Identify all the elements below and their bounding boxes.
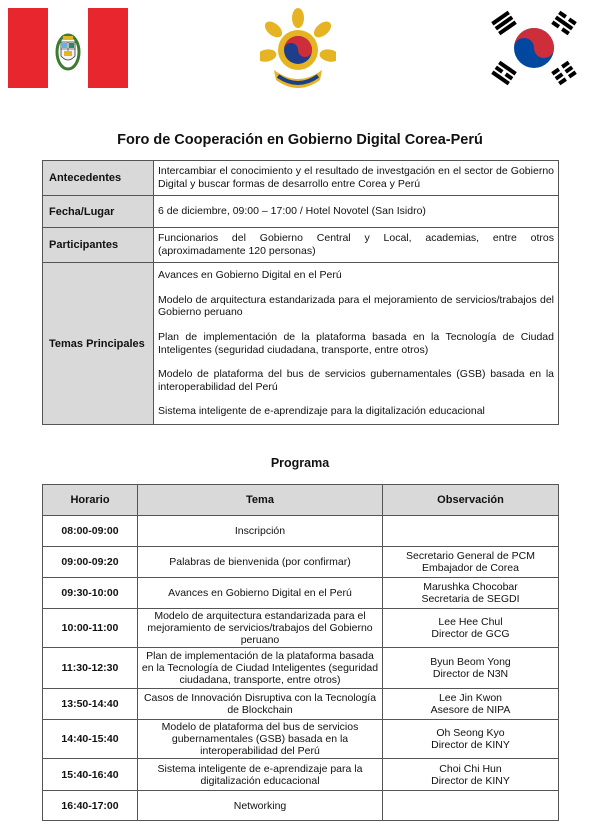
row-observacion (383, 516, 559, 547)
temas-list (154, 263, 559, 425)
col-header-tema: Tema (138, 485, 383, 516)
row-tema: Inscripción (138, 516, 383, 547)
row-tema: Networking (138, 791, 383, 821)
row-observacion: Choi Chi Hun Director de KINY (383, 759, 559, 791)
row-observacion: Secretario General de PCM Embajador de Corea (383, 547, 559, 578)
table-row (43, 609, 559, 648)
row-observacion: Oh Seong Kyo Director de KINY (383, 720, 559, 759)
row-tema: Casos de Innovación Disruptiva con la Tecnología de Blockchain (138, 689, 383, 720)
fecha-label: Fecha/Lugar (43, 196, 154, 228)
row-observacion: Marushka Chocobar Secretaria de SEGDI (383, 578, 559, 609)
fecha-value: 6 de diciembre, 09:00 – 17:00 / Hotel Novotel (San Isidro) (154, 196, 559, 228)
page-title: Foro de Cooperación en Gobierno Digital Corea-Perú (117, 132, 483, 148)
peru-flag-icon (8, 8, 128, 88)
row-observacion: Byun Beom Yong Director de N3N (383, 648, 559, 689)
topic-item: Plan de implementación de la plataforma basada en la Tecnología de Ciudad Inteligentes (seguridad ciudadana, transporte, entre otros) (158, 330, 554, 356)
col-header-observacion: Observación (383, 485, 559, 516)
row-tema: Avances en Gobierno Digital en el Perú (138, 578, 383, 609)
row-observacion (383, 791, 559, 821)
row-time: 09:00-09:20 (43, 547, 138, 578)
row-time: 14:40-15:40 (43, 720, 138, 759)
table-row (43, 720, 559, 759)
row-tema: Sistema inteligente de e-aprendizaje para la digitalización educacional (138, 759, 383, 791)
antecedentes-value: Intercambiar el conocimiento y el resultado de investgación en el sector de Gobierno Digital y buscar formas de desarrollo entre Corea y Perú (154, 161, 559, 196)
participantes-label: Participantes (43, 228, 154, 263)
col-header-horario: Horario (43, 485, 138, 516)
south-korea-flag-icon (488, 8, 580, 88)
topic-item: Modelo de plataforma del bus de servicios gubernamentales (GSB) basada en la interoperabilidad del Perú (158, 368, 554, 393)
row-tema: Palabras de bienvenida (por confirmar) (138, 547, 383, 578)
table-row (43, 791, 559, 821)
row-time: 08:00-09:00 (43, 516, 138, 547)
row-tema: Modelo de plataforma del bus de servicios gubernamentales (GSB) basada en la interoperabilidad del Perú (138, 720, 383, 759)
program-table (42, 484, 559, 821)
row-time: 13:50-14:40 (43, 689, 138, 720)
table-row (43, 547, 559, 578)
table-row (43, 516, 559, 547)
temas-label: Temas Principales (43, 263, 154, 425)
topic-item: Sistema inteligente de e-aprendizaje para la digitalización educacional (158, 405, 485, 418)
row-time: 15:40-16:40 (43, 759, 138, 791)
topic-item: Avances en Gobierno Digital en el Perú (158, 269, 342, 282)
korea-government-seal-icon (260, 6, 336, 96)
row-time: 09:30-10:00 (43, 578, 138, 609)
row-time: 16:40-17:00 (43, 791, 138, 821)
row-time: 11:30-12:30 (43, 648, 138, 689)
table-row (43, 689, 559, 720)
topic-item: Modelo de arquitectura estandarizada para el mejoramiento de servicios/trabajos del Gobierno peruano (158, 293, 554, 319)
table-row (43, 648, 559, 689)
table-row (43, 578, 559, 609)
row-observacion: Lee Hee Chul Director de GCG (383, 609, 559, 648)
row-time: 10:00-11:00 (43, 609, 138, 648)
row-tema: Plan de implementación de la plataforma basada en la Tecnología de Ciudad Inteligentes (seguridad ciudadana, transporte, entre otros) (138, 648, 383, 689)
programa-title: Programa (270, 456, 330, 470)
info-table (42, 160, 559, 425)
table-row (43, 759, 559, 791)
row-observacion: Lee Jin Kwon Asesore de NIPA (383, 689, 559, 720)
peru-coat-of-arms-icon (48, 8, 88, 88)
participantes-value: Funcionarios del Gobierno Central y Local, academias, entre otros (aproximadamente 120 personas) (154, 228, 559, 263)
row-tema: Modelo de arquitectura estandarizada para el mejoramiento de servicios/trabajos del Gobierno peruano (138, 609, 383, 648)
antecedentes-label: Antecedentes (43, 161, 154, 196)
